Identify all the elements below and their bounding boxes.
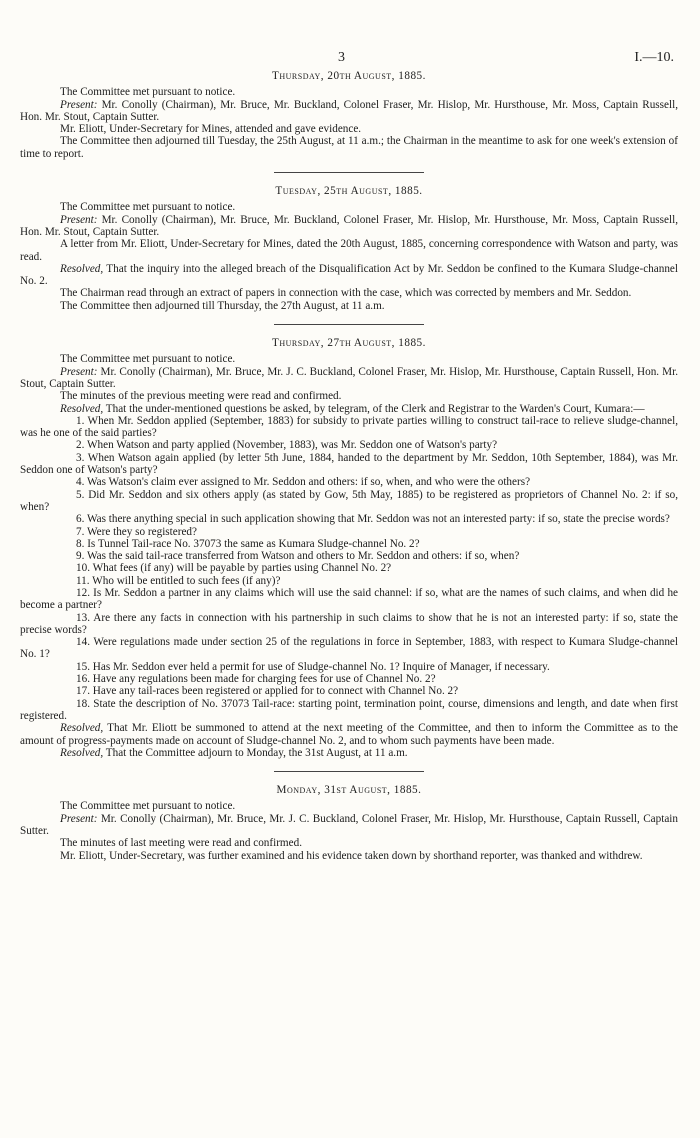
paragraph-label: Present:: [60, 98, 98, 111]
paragraph-text: The Committee then adjourned till Tuesday, the 25th August, at 11 a.m.; the Chairman in the meantime to ask for one week's extension of time to report.: [20, 135, 678, 160]
paragraph-text: Mr. Conolly (Chairman), Mr. Bruce, Mr. J. C. Buckland, Colonel Fraser, Mr. Hislop, Mr. Hursthouse, Captain Russell, Hon. Mr. Stout, Captain Sutter.: [20, 365, 678, 390]
paragraph-text: The Committee then adjourned till Thursday, the 27th August, at 11 a.m.: [60, 299, 385, 312]
paragraph-label: Present:: [60, 365, 98, 378]
section-divider: [274, 324, 424, 325]
meeting-date-heading: Thursday, 27th August, 1885.: [272, 337, 426, 350]
minutes-paragraph: [20, 263, 678, 288]
minutes-paragraph: [20, 201, 678, 213]
paragraph-text: Mr. Conolly (Chairman), Mr. Bruce, Mr. Buckland, Colonel Fraser, Mr. Hislop, Mr. Hursthouse, Mr. Moss, Captain Russell, Hon. Mr. Stout, Captain Sutter.: [20, 213, 678, 238]
meeting-section: [20, 70, 678, 160]
document-reference: I.—10.: [634, 50, 674, 65]
paragraph-text: That the inquiry into the alleged breach of the Disqualification Act by Mr. Seddon be confined to the Kumara Sludge-channel No. 2.: [20, 262, 678, 288]
paragraph-text: A letter from Mr. Eliott, Under-Secretary for Mines, dated the 20th August, 1885, concerning correspondence with Watson and party, was read.: [20, 238, 678, 263]
question-item: 11. Who will be entitled to such fees (if any)?: [76, 574, 281, 587]
question-item: 17. Have any tail-races been registered or applied for to connect with Channel No. 2?: [76, 685, 459, 698]
minutes-paragraph: [20, 300, 678, 312]
question-item: 10. What fees (if any) will be payable by parties using Channel No. 2?: [76, 562, 392, 575]
minutes-paragraph: [20, 837, 678, 849]
paragraph-text: The minutes of last meeting were read and confirmed.: [60, 837, 302, 850]
meeting-date-heading: Tuesday, 25th August, 1885.: [275, 185, 423, 198]
question-item: 1. When Mr. Seddon applied (September, 1883) for subsidy to private parties willing to construct tail-race to relieve sludge-channel, was he one of the said parties?: [20, 414, 678, 440]
document-page: [20, 0, 678, 862]
question-item: 7. Were they so registered?: [76, 525, 197, 538]
minutes-paragraph: [20, 123, 678, 135]
resolution-paragraph: [20, 747, 678, 759]
question-item: 12. Is Mr. Seddon a partner in any claims which will use the said channel: if so, what are the names of such claims, and when did he become a partner?: [20, 586, 678, 612]
section-divider: [274, 771, 424, 772]
minutes-paragraph: [20, 214, 678, 239]
paragraph-label: Present:: [60, 812, 98, 825]
minutes-paragraph: [20, 86, 678, 98]
paragraph-text: Mr. Eliott, Under-Secretary, was further examined and his evidence taken down by shorthand reporter, was thanked and withdrew.: [60, 849, 643, 862]
question-item: 16. Have any regulations been made for charging fees for use of Channel No. 2?: [76, 673, 436, 686]
paragraph-text: That the Committee adjourn to Monday, the 31st August, at 11 a.m.: [103, 746, 408, 759]
page-header: [20, 0, 678, 70]
question-item: 14. Were regulations made under section 25 of the regulations in force in September, 1883, with respect to Kumara Sludge-channel No. 1?: [20, 636, 678, 661]
paragraph-label: Resolved,: [60, 722, 104, 735]
question-item: 8. Is Tunnel Tail-race No. 37073 the same as Kumara Sludge-channel No. 2?: [76, 537, 420, 550]
paragraph-label: Resolved,: [60, 746, 104, 759]
minutes-paragraph: [20, 800, 678, 812]
minutes-paragraph: [20, 390, 678, 402]
paragraph-text: The Committee met pursuant to notice.: [60, 86, 236, 99]
paragraph-text: That Mr. Eliott be summoned to attend at the next meeting of the Committee, and then to inform the Committee as to the amount of progress-payments made on account of Sludge-channel No. 2, and to whom such payments have been made.: [20, 722, 678, 747]
question-item: 5. Did Mr. Seddon and six others apply (as stated by Gow, 5th May, 1885) to be registered as proprietors of Channel No. 2: if so, when?: [20, 488, 678, 513]
minutes-paragraph: [20, 135, 678, 160]
meeting-date-heading: Monday, 31st August, 1885.: [276, 784, 422, 797]
meeting-section: [20, 337, 678, 759]
minutes-paragraph: [20, 813, 678, 838]
paragraph-label: Resolved,: [60, 262, 104, 275]
section-divider: [274, 172, 424, 173]
paragraph-label: Resolved,: [60, 402, 104, 415]
minutes-paragraph: [20, 366, 678, 391]
page-number: 3: [338, 50, 345, 65]
meeting-date-heading: Thursday, 20th August, 1885.: [272, 70, 426, 82]
question-item: 9. Was the said tail-race transferred from Watson and others to Mr. Seddon and others: if so, when?: [76, 550, 520, 563]
paragraph-text: That the under-mentioned questions be asked, by telegram, of the Clerk and Registrar to the Warden's Court, Kumara:—: [103, 402, 645, 415]
paragraph-text: Mr. Conolly (Chairman), Mr. Bruce, Mr. J. C. Buckland, Colonel Fraser, Mr. Hislop, Mr. Hursthouse, Captain Russell, Captain Sutter.: [20, 812, 678, 838]
question-item: 18. State the description of No. 37073 Tail-race: starting point, termination point, course, dimensions and length, and date when first registered.: [20, 697, 678, 722]
paragraph-text: The minutes of the previous meeting were read and confirmed.: [60, 390, 342, 403]
minutes-paragraph: [20, 850, 678, 862]
paragraph-text: The Committee met pursuant to notice.: [60, 201, 236, 214]
paragraph-text: Mr. Eliott, Under-Secretary for Mines, attended and gave evidence.: [60, 123, 362, 136]
minutes-body: [20, 70, 678, 862]
meeting-section: [20, 185, 678, 312]
resolution-paragraph: [20, 722, 678, 747]
paragraph-label: Present:: [60, 213, 98, 226]
paragraph-text: Mr. Conolly (Chairman), Mr. Bruce, Mr. Buckland, Colonel Fraser, Mr. Hislop, Mr. Hursthouse, Mr. Moss, Captain Russell, Hon. Mr. Stout, Captain Sutter.: [20, 98, 678, 123]
question-item: 15. Has Mr. Seddon ever held a permit for use of Sludge-channel No. 1? Inquire of Manager, if necessary.: [76, 660, 550, 673]
paragraph-text: The Committee met pursuant to notice.: [60, 800, 236, 813]
minutes-paragraph: [20, 287, 678, 299]
question-item: 3. When Watson again applied (by letter 5th June, 1884, handed to the department by Mr. Seddon, 10th September, 1884), was Mr. Seddon one of Watson's party?: [20, 451, 678, 477]
question-item: 6. Was there anything special in such application showing that Mr. Seddon was not an interested party: if so, state the precise words?: [76, 513, 670, 526]
paragraph-text: The Committee met pursuant to notice.: [60, 353, 236, 366]
minutes-paragraph: [20, 403, 678, 415]
minutes-paragraph: [20, 238, 678, 263]
question-item: 13. Are there any facts in connection with his partnership in such claims to show that he is not an interested party: if so, state the precise words?: [20, 611, 678, 636]
question-item: 4. Was Watson's claim ever assigned to Mr. Seddon and others: if so, when, and who were the others?: [76, 476, 531, 489]
paragraph-text: The Chairman read through an extract of papers in connection with the case, which was corrected by members and Mr. Seddon.: [60, 287, 632, 300]
minutes-paragraph: [20, 353, 678, 365]
question-item: 2. When Watson and party applied (November, 1883), was Mr. Seddon one of Watson's party?: [76, 439, 498, 452]
meeting-section: [20, 784, 678, 862]
minutes-paragraph: [20, 99, 678, 124]
